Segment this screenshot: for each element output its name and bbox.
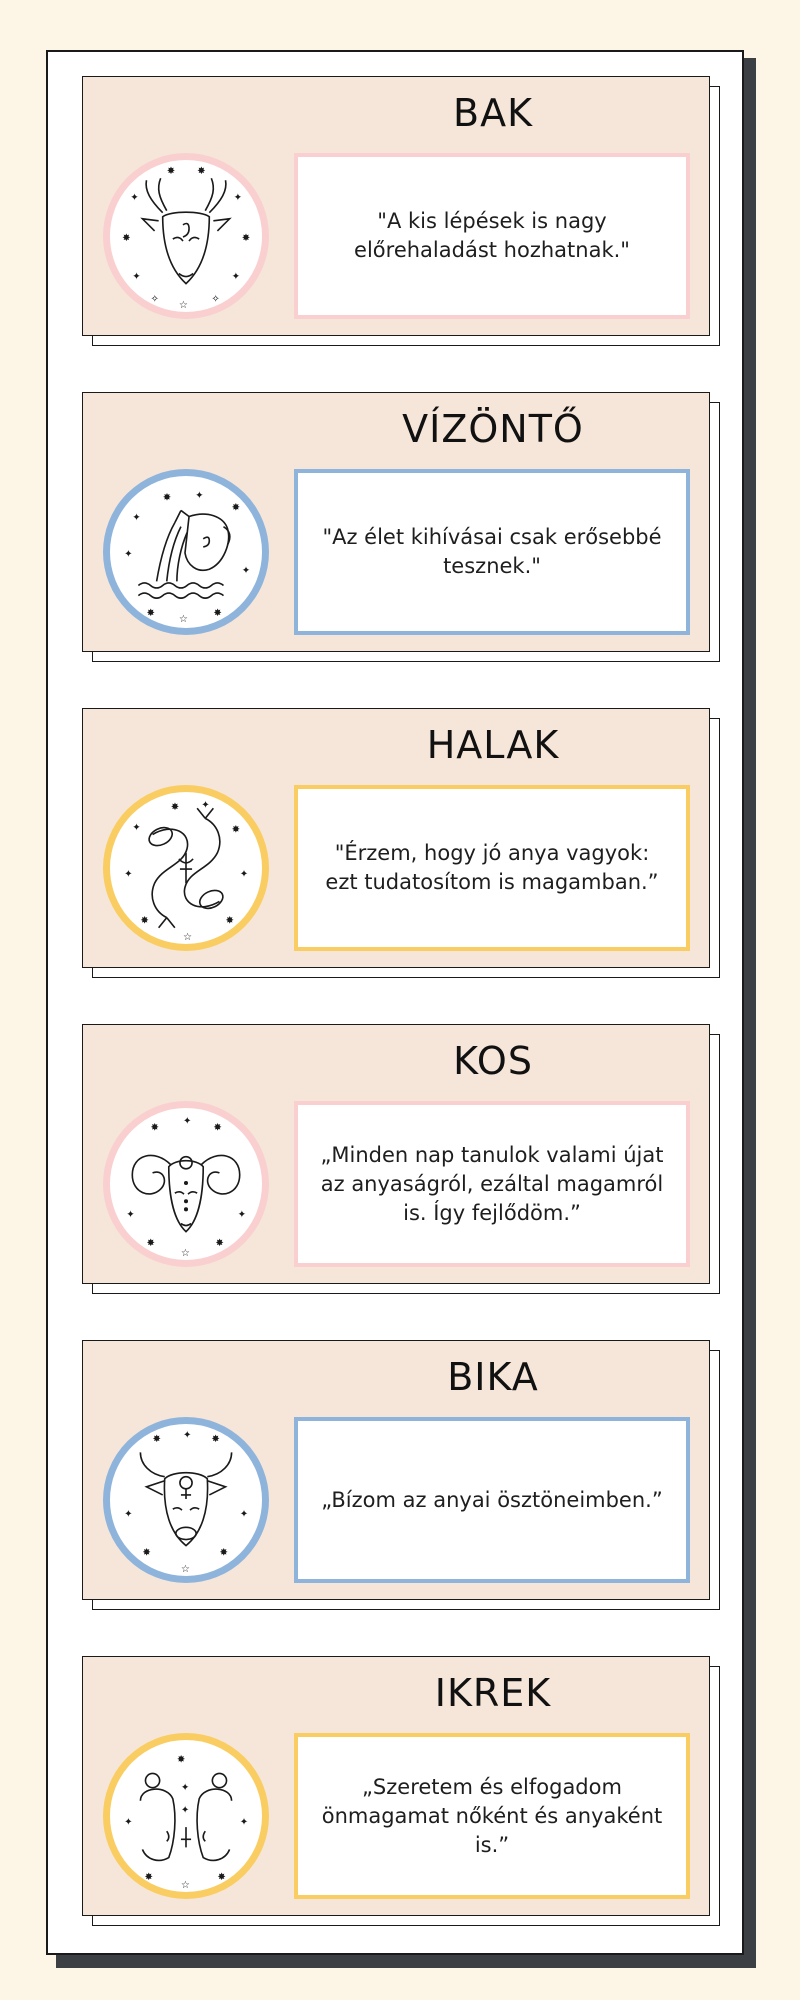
svg-text:✦: ✦ <box>132 822 141 834</box>
svg-text:✸: ✸ <box>231 824 241 836</box>
svg-text:✸: ✸ <box>213 607 222 619</box>
card-panel <box>82 392 710 652</box>
card-title: HALAK <box>426 723 560 767</box>
svg-text:✧: ✧ <box>150 293 160 305</box>
svg-text:✦: ✦ <box>201 800 210 812</box>
svg-text:✸: ✸ <box>225 915 235 927</box>
svg-text:✦: ✦ <box>130 192 139 204</box>
card-panel <box>82 1340 710 1600</box>
svg-text:✦: ✦ <box>241 565 251 577</box>
svg-text:✸: ✸ <box>166 166 176 178</box>
capricorn-goat-icon <box>103 153 269 319</box>
svg-text:✸: ✸ <box>140 915 149 927</box>
card-panel <box>82 76 710 336</box>
svg-text:✦: ✦ <box>126 1209 135 1221</box>
card-title: IKREK <box>434 1671 552 1715</box>
svg-text:✦: ✦ <box>239 1509 249 1521</box>
zodiac-card-vizonto <box>82 392 722 662</box>
svg-text:✦: ✦ <box>132 271 141 283</box>
card-title: BIKA <box>447 1355 539 1399</box>
card-panel <box>82 1024 710 1284</box>
svg-text:✸: ✸ <box>152 1434 162 1446</box>
svg-text:✦: ✦ <box>233 192 243 204</box>
svg-text:✦: ✦ <box>180 1804 190 1816</box>
quote-box: „Bízom az anyai ösztöneimben.” <box>294 1417 690 1583</box>
quote-box: „Szeretem és elfogadom önmagamat nőként és anyaként is.” <box>294 1733 690 1899</box>
aquarius-water-jug-icon <box>103 469 269 635</box>
card-title: VÍZÖNTŐ <box>402 407 584 451</box>
card-title: BAK <box>453 91 533 135</box>
svg-text:✸: ✸ <box>217 1871 226 1883</box>
zodiac-card-ikrek <box>82 1656 722 1926</box>
svg-text:✸: ✸ <box>241 233 251 245</box>
svg-text:✦: ✦ <box>237 1209 247 1221</box>
svg-text:✸: ✸ <box>150 1122 160 1134</box>
svg-text:✦: ✦ <box>124 869 133 881</box>
svg-text:✦: ✦ <box>124 549 133 561</box>
svg-text:✸: ✸ <box>215 1237 224 1249</box>
svg-text:✸: ✸ <box>146 607 155 619</box>
svg-text:✸: ✸ <box>213 1122 222 1134</box>
quote-box: "Érzem, hogy jó anya vagyok: ezt tudatosítom is magamban.” <box>294 785 690 951</box>
svg-text:✧: ✧ <box>211 293 220 305</box>
zodiac-card-halak <box>82 708 722 978</box>
aries-ram-icon <box>103 1101 269 1267</box>
svg-text:✦: ✦ <box>231 271 241 283</box>
quote-box: "A kis lépések is nagy előrehaladást hozhatnak." <box>294 153 690 319</box>
taurus-bull-icon <box>103 1417 269 1583</box>
svg-text:☆: ☆ <box>180 1247 191 1259</box>
svg-text:✸: ✸ <box>146 1237 155 1249</box>
svg-text:☆: ☆ <box>178 299 188 311</box>
svg-text:☆: ☆ <box>182 931 193 943</box>
svg-text:✦: ✦ <box>239 869 249 881</box>
svg-text:✸: ✸ <box>162 492 172 504</box>
svg-text:✸: ✸ <box>142 1547 151 1559</box>
svg-text:✸: ✸ <box>211 1434 220 1446</box>
card-panel <box>82 1656 710 1916</box>
zodiac-card-kos <box>82 1024 722 1294</box>
svg-text:✦: ✦ <box>180 1782 190 1794</box>
card-panel <box>82 708 710 968</box>
svg-text:✦: ✦ <box>195 490 204 502</box>
zodiac-card-bak <box>82 76 722 346</box>
svg-text:✦: ✦ <box>124 1509 133 1521</box>
svg-text:✸: ✸ <box>231 502 241 514</box>
svg-text:✸: ✸ <box>219 1547 228 1559</box>
quote-box: „Minden nap tanulok valami újat az anyaságról, ezáltal magamról is. Így fejlődöm.” <box>294 1101 690 1267</box>
svg-text:✦: ✦ <box>182 1430 192 1442</box>
svg-text:✸: ✸ <box>170 802 180 814</box>
svg-text:✦: ✦ <box>239 1817 249 1829</box>
gemini-twins-icon <box>103 1733 269 1899</box>
svg-text:☆: ☆ <box>178 613 188 625</box>
pisces-fish-icon <box>103 785 269 951</box>
svg-text:☆: ☆ <box>180 1879 191 1891</box>
svg-text:✦: ✦ <box>182 1116 192 1128</box>
svg-text:✸: ✸ <box>122 233 131 245</box>
svg-text:✸: ✸ <box>197 166 206 178</box>
svg-text:✸: ✸ <box>176 1754 186 1766</box>
svg-text:✦: ✦ <box>132 512 141 524</box>
svg-text:✸: ✸ <box>144 1871 153 1883</box>
zodiac-card-bika <box>82 1340 722 1610</box>
quote-box: "Az élet kihívásai csak erősebbé tesznek." <box>294 469 690 635</box>
svg-text:✦: ✦ <box>124 1817 133 1829</box>
svg-text:☆: ☆ <box>180 1563 191 1575</box>
card-title: KOS <box>453 1039 533 1083</box>
